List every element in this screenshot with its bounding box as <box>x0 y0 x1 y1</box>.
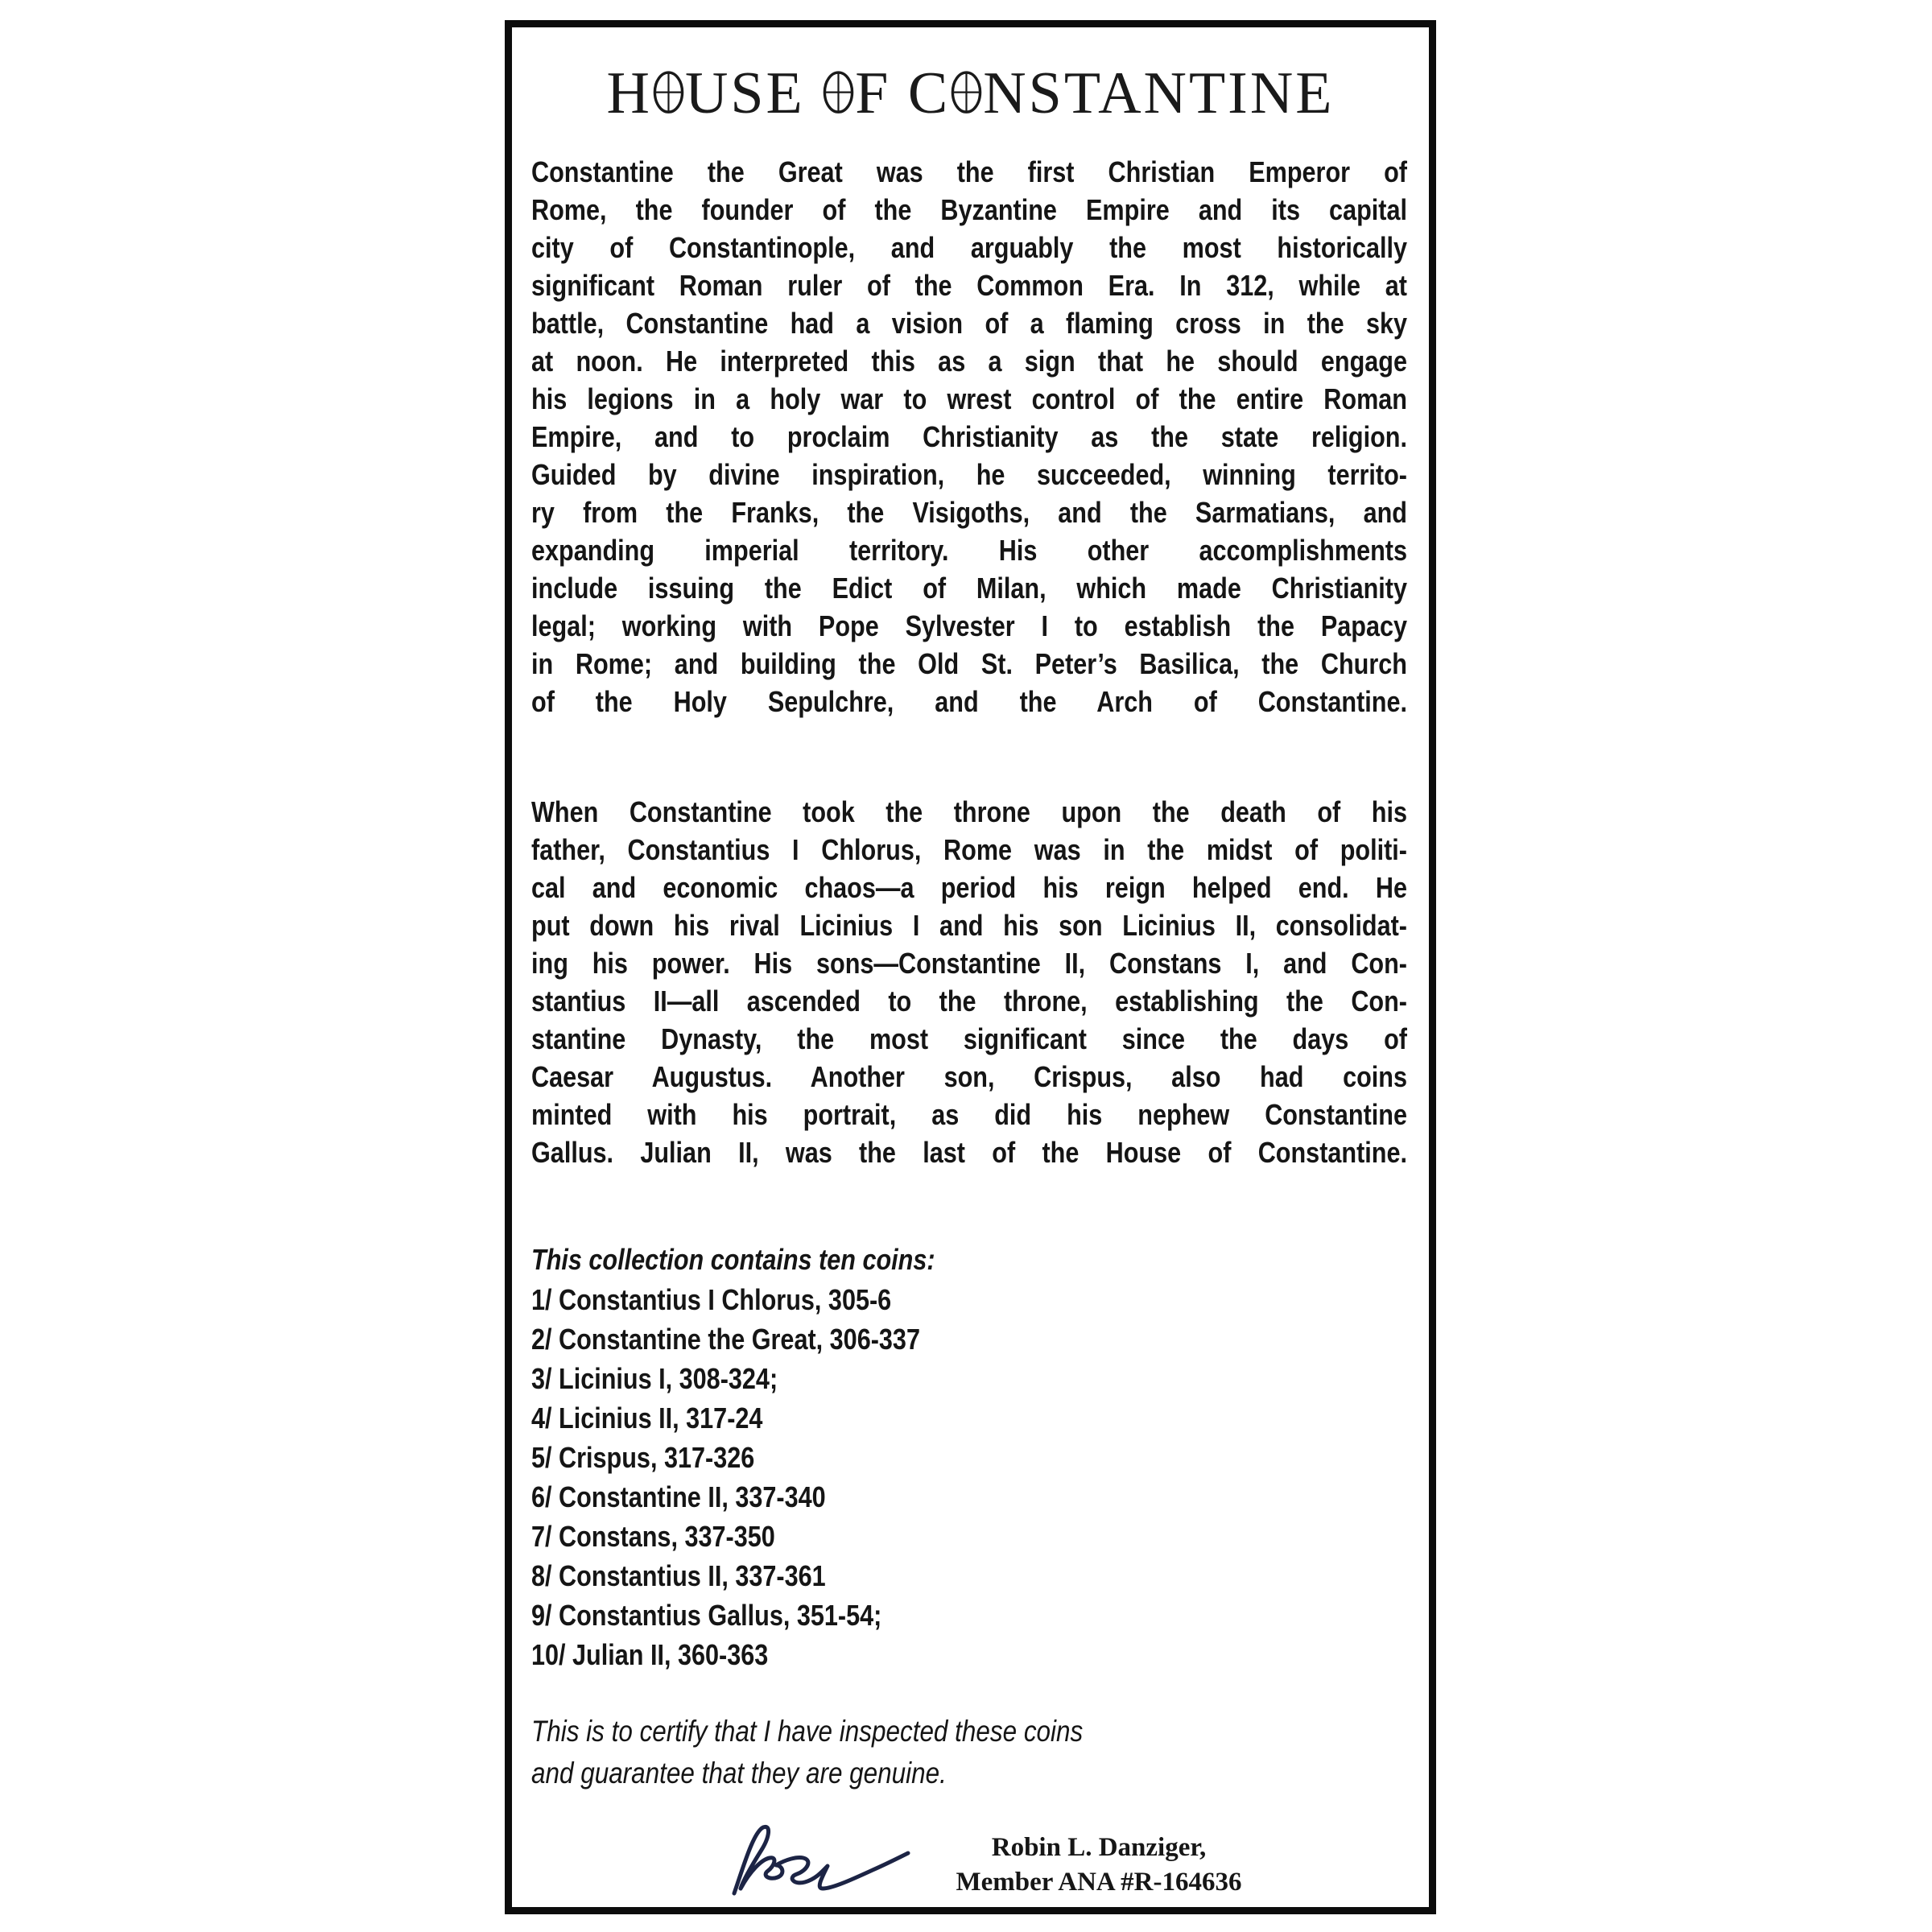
paragraph-line: Empire, and to proclaim Christianity as the state religion. <box>531 420 1407 453</box>
coin-list-section <box>531 1240 1407 1674</box>
signer-name-block <box>946 1831 1252 1900</box>
coin-list-item: 5/ Crispus, 317-326 <box>531 1441 755 1474</box>
certificate-title: H USE F C NSTANTINE <box>606 60 1335 126</box>
paragraph-line: Guided by divine inspiration, he succeeded, winning territo- <box>531 458 1407 491</box>
signature-icon <box>726 1821 913 1901</box>
paragraph-line: stantius II—all ascended to the throne, establishing the Con- <box>531 985 1407 1018</box>
paragraph-line: ry from the Franks, the Visigoths, and the Sarmatians, and <box>531 496 1407 529</box>
coin-list-item: 2/ Constantine the Great, 306-337 <box>531 1323 920 1356</box>
certification-line: This is to certify that I have inspected these coins <box>531 1715 1084 1748</box>
paragraph-line: father, Constantius I Chlorus, Rome was in the midst of politi- <box>531 833 1407 866</box>
coin-list-item: 10/ Julian II, 360-363 <box>531 1638 769 1671</box>
paragraph-line: Gallus. Julian II, was the last of the House of Constantine. <box>531 1136 1407 1169</box>
paragraph-line: significant Roman ruler of the Common Era. In 312, while at <box>531 269 1407 302</box>
intro-paragraph <box>531 153 1407 720</box>
paragraph-line: of the Holy Sepulchre, and the Arch of Constantine. <box>531 685 1407 718</box>
paragraph-line: Constantine the Great was the first Christian Emperor of <box>531 155 1407 188</box>
paragraph-line: Rome, the founder of the Byzantine Empire and its capital <box>531 193 1407 226</box>
signer-membership: Member ANA #R-164636 <box>956 1868 1242 1897</box>
coin-list-item: 6/ Constantine II, 337-340 <box>531 1480 826 1513</box>
paragraph-line: city of Constantinople, and arguably the most historically <box>531 231 1407 264</box>
coin-list-item: 9/ Constantius Gallus, 351-54; <box>531 1599 882 1632</box>
certification-line: and guarantee that they are genuine. <box>531 1757 947 1790</box>
certification-statement <box>531 1711 1407 1794</box>
paragraph-line: stantine Dynasty, the most significant since the days of <box>531 1022 1407 1055</box>
coin-list-item: 4/ Licinius II, 317-24 <box>531 1402 763 1435</box>
paragraph-line: ing his power. His sons—Constantine II, Constans I, and Con- <box>531 947 1407 980</box>
paragraph-line: expanding imperial territory. His other accomplishments <box>531 534 1407 567</box>
coin-list-item: 1/ Constantius I Chlorus, 305-6 <box>531 1283 892 1316</box>
coin-list-item: 7/ Constans, 337-350 <box>531 1520 775 1553</box>
paragraph-line: legal; working with Pope Sylvester I to establish the Papacy <box>531 609 1407 642</box>
paragraph-line: include issuing the Edict of Milan, which made Christianity <box>531 572 1407 605</box>
paragraph-line: Caesar Augustus. Another son, Crispus, also had coins <box>531 1060 1407 1093</box>
coin-list-heading: This collection contains ten coins: <box>531 1243 935 1276</box>
certificate-card <box>505 20 1436 1914</box>
paragraph-line: in Rome; and building the Old St. Peter’s Basilica, the Church <box>531 647 1407 680</box>
dynasty-paragraph <box>531 793 1407 1171</box>
coin-list <box>531 1280 1407 1674</box>
paragraph-line: battle, Constantine had a vision of a flaming cross in the sky <box>531 307 1407 340</box>
paragraph-line: minted with his portrait, as did his nephew Constantine <box>531 1098 1407 1131</box>
coin-list-item: 3/ Licinius I, 308-324; <box>531 1362 778 1395</box>
paragraph-line: cal and economic chaos—a period his reign helped end. He <box>531 871 1407 904</box>
signer-name: Robin L. Danziger, <box>991 1833 1207 1862</box>
paragraph-line: When Constantine took the throne upon the death of his <box>531 795 1407 828</box>
coin-list-item: 8/ Constantius II, 337-361 <box>531 1559 826 1592</box>
paragraph-line: put down his rival Licinius I and his son Licinius II, consolidat- <box>531 909 1407 942</box>
paragraph-line: at noon. He interpreted this as a sign that he should engage <box>531 345 1407 378</box>
paragraph-line: his legions in a holy war to wrest control of the entire Roman <box>531 382 1407 415</box>
